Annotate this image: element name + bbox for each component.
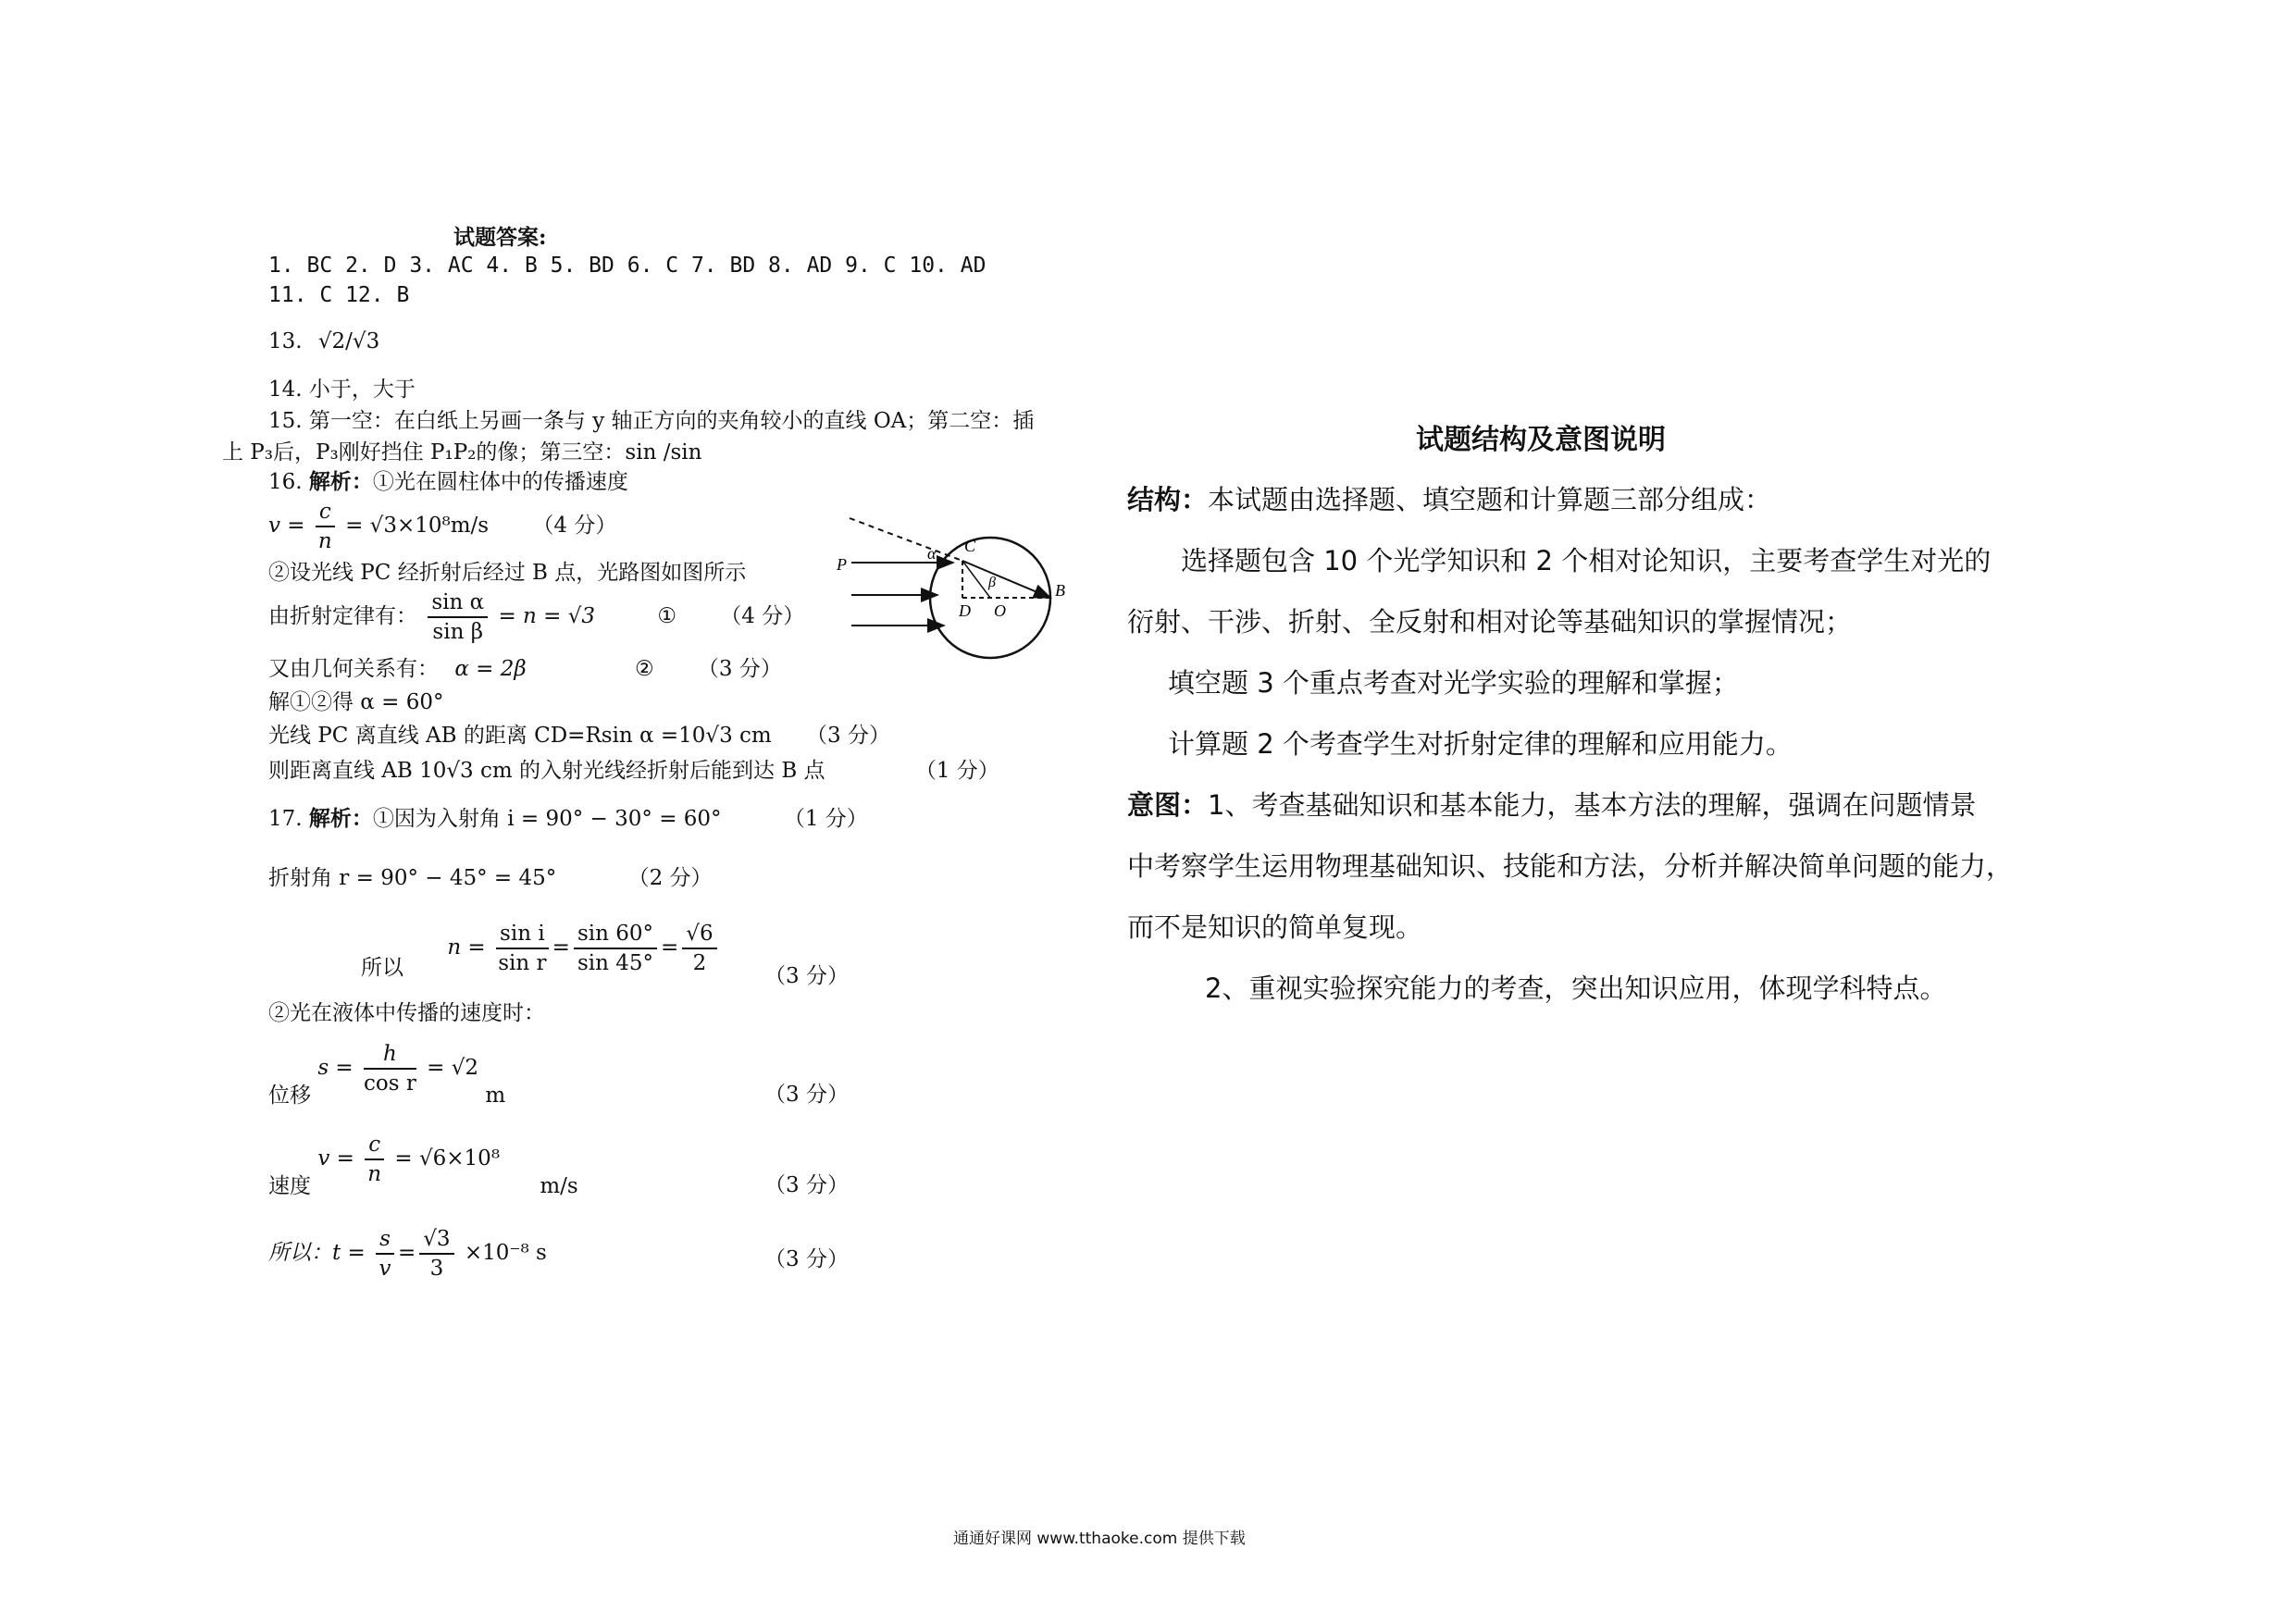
q16-law-eq [268,588,804,646]
q16-geo-mark: ② [634,657,654,681]
q16-law-frac: $\frac{\text{sin α}}{\text{sin β}}$ [428,588,488,646]
q17-v-unit: m/s [540,1174,578,1198]
intent-2: 2、重视实验探究能力的考查，突出知识应用，体现学科特点。 [1205,973,1947,1004]
q17-velocity-eq [268,1131,578,1198]
optics-diagram [833,507,1083,660]
q13-label: 13. [268,329,303,353]
intent-line2: 中考察学生运用物理基础知识、技能和方法，分析并解决简单问题的能力， [1127,850,2014,882]
q17-s-rhs: = √2 [427,1056,479,1080]
q17-line1-score: （1 分） [783,807,868,831]
mc-answers-line1: 1. BC 2. D 3. AC 4. B 5. BD 6. C 7. BD 8. AD 9. C 10. AD [268,254,987,278]
q14: 14. 小于，大于 [268,378,416,402]
q16-distance [268,718,890,749]
q17-t-rhs: ×10⁻⁸ s [464,1241,547,1265]
para1-line2: 衍射、干涉、折射、全反射和相对论等基础知识的掌握情况； [1127,606,1853,638]
q16-speed-rhs: = √3×10⁸m/s [345,514,490,538]
q16-geo-lead: 又由几何关系有： [268,657,439,681]
q15-line1: 15. 第一空：在白纸上另画一条与 y 轴正方向的夹角较小的直线 OA；第二空：插 [268,409,1035,433]
q17-n-score: （3 分） [764,964,849,988]
q17-t-frac1: $\frac{s}{v}$ [376,1225,394,1282]
q17-suoyi: 所以 [361,955,403,980]
q17-time-eq: 所以：t = $\frac{s}{v}$ = $\frac{√3}{3}$ ×10⁻⁸ s [268,1227,547,1281]
normal-dashed-line [850,518,962,561]
q16-solve: 解①②得 α = 60° [268,690,444,714]
structure-text: 本试题由选择题、填空题和计算题三部分组成： [1208,484,1772,515]
q17-t-frac2: $\frac{√3}{3}$ [419,1225,453,1282]
q16-conclusion [268,753,999,784]
q16-speed-score: （4 分） [532,514,617,538]
intent-line3: 而不是知识的简单复现。 [1127,911,1423,943]
q17-jiexi: 解析： [308,806,373,831]
q17-n-frac3: $\frac{√6}{2}$ [682,920,716,977]
q16-geo-eq [268,651,782,682]
q16-geo-expr: α = 2β [454,657,527,681]
q16-law-score: （4 分） [720,604,805,628]
q17-s-lhs: s = [317,1056,354,1080]
right-title: 试题结构及意图说明 [1416,424,1666,456]
q17-line2-score: （2 分） [627,866,713,890]
q17-s-frac: $\frac{h}{\text{cos r}}$ [364,1042,416,1096]
q17-t-score: （3 分） [764,1247,849,1271]
label-o: O [994,601,1006,620]
label-beta: β [988,575,996,590]
q17-v-frac: $\frac{c}{n}$ [365,1131,384,1188]
q16-speed-lhs: v = [268,514,305,538]
label-b: B [1055,581,1065,600]
q16-speed-eq [268,498,616,555]
q13-expr: √2/√3 [317,329,380,353]
label-p: P [837,555,847,574]
q16-number: 16. [268,470,303,494]
q17-t-label: 所以：t = [268,1241,366,1265]
q17-n-frac2: $\frac{\sin 60^\circ}{\sin 45^\circ}$ [574,920,657,977]
q16-header [268,465,628,495]
q16-line2: ②设光线 PC 经折射后经过 B 点，光路图如图所示 [268,561,747,585]
para2: 填空题 3 个重点考查对光学实验的理解和掌握； [1168,667,1739,699]
q17-v-label: 速度 [268,1174,311,1198]
q16-distance-text: 光线 PC 离直线 AB 的距离 CD=Rsin α =10√3 cm [268,724,772,748]
q17-refraction-angle [268,861,713,891]
footer: 通通好课网 www.tthaoke.com 提供下载 [953,1530,1246,1548]
para3: 计算题 2 个考查学生对折射定律的理解和应用能力。 [1168,728,1793,760]
label-alpha: α [927,544,937,563]
q16-geo-score: （3 分） [697,657,782,681]
structure-line [1127,479,1771,517]
q16-law-lead: 由折射定律有： [268,604,417,628]
q17-number: 17. [268,807,303,831]
q17-displacement-eq [268,1040,506,1108]
q16-conclusion-text: 则距离直线 AB 10√3 cm 的入射光线经折射后能到达 B 点 [268,759,825,783]
intent-line1 [1127,785,1976,823]
q17-v-rhs: = √6×10⁸ [394,1146,501,1171]
q13 [268,329,379,353]
q17-line2: 折射角 r = 90° − 45° = 45° [268,866,557,890]
label-c: C [964,537,976,555]
q15-line2: 上 P₃后，P₃刚好挡住 P₁P₂的像；第三空：sin /sin [222,440,702,465]
q17-v-score: （3 分） [764,1173,849,1197]
q17-line1: ①因为入射角 i = 90° − 30° = 60° [372,807,722,831]
q17-n-eq: 所以 n = $\frac{\text{sin i}}{\text{sin r}}$ = $\frac{\sin 60^\circ}{\sin 45^\circ}$ = $\frac{√6}{2}$ [361,920,721,977]
q17-n-lhs: n = [447,935,486,960]
q17-s-unit: m [485,1084,506,1108]
q17-v-lhs: v = [317,1146,354,1171]
q16-line1: ①光在圆柱体中的传播速度 [372,470,628,494]
q16-law-rhs: = n = √3 [498,604,596,628]
answers-heading: 试题答案: [453,225,547,250]
mc-answers-line2: 11. C 12. B [268,283,410,307]
q17-header [268,801,868,832]
label-d: D [959,601,971,620]
q16-speed-frac: $\frac{c}{n}$ [316,498,335,555]
q16-conclusion-score: （1 分） [914,759,999,783]
para1-line1: 选择题包含 10 个光学知识和 2 个相对论知识，主要考查学生对光的 [1181,545,1992,576]
intent-1a: 1、考查基础知识和基本能力，基本方法的理解，强调在问题情景 [1208,789,1977,821]
q17-s-score: （3 分） [764,1083,849,1107]
q17-s-label: 位移 [268,1084,311,1108]
q17-line3: ②光在液体中传播的速度时： [268,1001,545,1025]
q16-law-mark: ① [657,604,676,628]
q17-n-frac1: $\frac{\text{sin i}}{\text{sin r}}$ [496,920,549,977]
q16-jiexi: 解析： [308,469,373,494]
intent-label: 意图： [1127,789,1209,821]
q16-distance-score: （3 分） [806,724,890,748]
structure-label: 结构： [1127,484,1209,515]
